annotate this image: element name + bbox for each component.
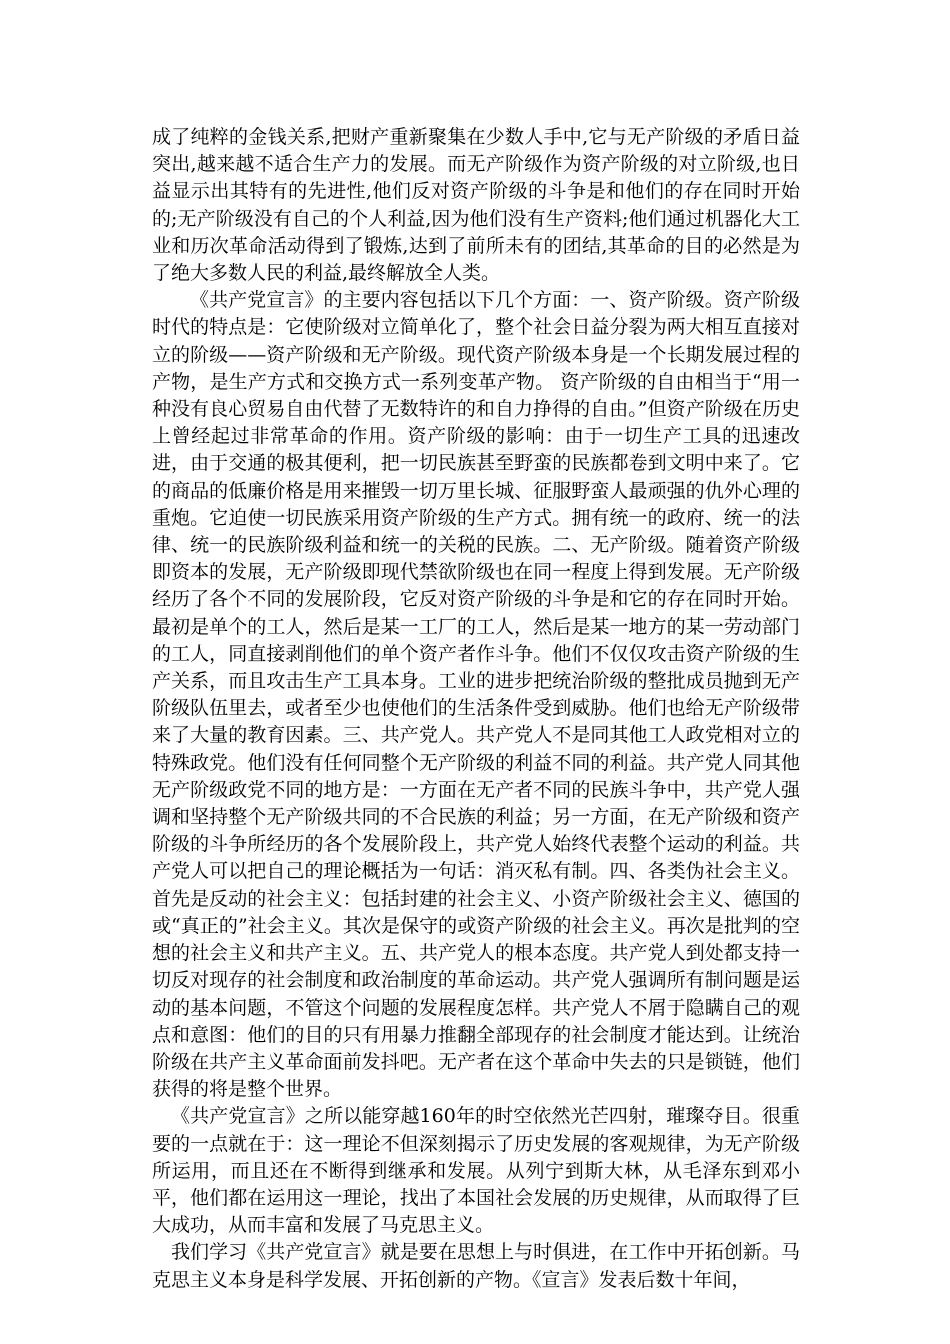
- paragraph-manifesto-significance: 《共产党宣言》之所以能穿越160年的时空依然光芒四射，璀璨夺目。很重要的一点就在于：这一理论不但深刻揭示了历史发展的客观规律，为无产阶级所运用，而且还在不断得到继承和发展。从列宁到斯大林，从毛泽东到邓小平，他们都在运用这一理论，找出了本国社会发展的历史规律，从而取得了巨大成功，从而丰富和发展了马克思主义。: [152, 1105, 800, 1237]
- document-page: [152, 124, 800, 1294]
- paragraph-bourgeoisie-contradiction: 成了纯粹的金钱关系,把财产重新聚集在少数人手中,它与无产阶级的矛盾日益突出,越来越不适合生产力的发展。而无产阶级作为资产阶级的对立阶级,也日益显示出其特有的先进性,他们反对资产阶级的斗争是和他们的存在同时开始的;无产阶级没有自己的个人利益,因为他们没有生产资料;他们通过机器化大工业和历次革命活动得到了锻炼,达到了前所未有的团结,其革命的目的必然是为了绝大多数人民的利益,最终解放全人类。: [152, 126, 800, 285]
- paragraph-learning-manifesto: 我们学习《共产党宣言》就是要在思想上与时俱进，在工作中开拓创新。马克思主义本身是科学发展、开拓创新的产物。《宣言》发表后数十年间，: [152, 1241, 800, 1291]
- paragraph-manifesto-contents: 《共产党宣言》的主要内容包括以下几个方面：一、资产阶级。资产阶级时代的特点是：它使阶级对立简单化了，整个社会日益分裂为两大相互直接对立的阶级——资产阶级和无产阶级。现代资产阶级本身是一个长期发展过程的产物，是生产方式和交换方式一系列变革产物。 资产阶级的自由相当于“用一种没有良心贸易自由代替了无数特许的和自力挣得的自由。”但资产阶级在历史上曾经起过非常革命的作用。资产阶级的影响：由于一切生产工具的迅速改进，由于交通的极其便利，把一切民族甚至野蛮的民族都卷到文明中来了。它的商品的低廉价格是用来摧毁一切万里长城、征服野蛮人最顽强的仇外心理的重炮。它迫使一切民族采用资产阶级的生产方式。拥有统一的政府、统一的法律、统一的民族阶级利益和统一的关税的民族。二、无产阶级。随着资产阶级即资本的发展，无产阶级即现代禁欲阶级也在同一程度上得到发展。无产阶级经历了各个不同的发展阶段，它反对资产阶级的斗争是和它的存在同时开始。最初是单个的工人，然后是某一工厂的工人，然后是某一地方的某一劳动部门的工人，同直接剥削他们的单个资产者作斗争。他们不仅仅攻击资产阶级的生产关系，而且攻击生产工具本身。工业的进步把统治阶级的整批成员抛到无产阶级队伍里去，或者至少也使他们的生活条件受到威胁。他们也给无产阶级带来了大量的教育因素。三、共产党人。共产党人不是同其他工人政党相对立的特殊政党。他们没有任何同整个无产阶级的利益不同的利益。共产党人同其他无产阶级政党不同的地方是：一方面在无产者不同的民族斗争中，共产党人强调和坚持整个无产阶级共同的不合民族的利益；另一方面，在无产阶级和资产阶级的斗争所经历的各个发展阶段上，共产党人始终代表整个运动的利益。共产党人可以把自己的理论概括为一句话：消灭私有制。四、各类伪社会主义。首先是反动的社会主义：包括封建的社会主义、小资产阶级社会主义、德国的或“真正的”社会主义。其次是保守的或资产阶级的社会主义。再次是批判的空想的社会主义和共产主义。五、共产党人的根本态度。共产党人到处都支持一切反对现存的社会制度和政治制度的革命运动。共产党人强调所有制问题是运动的基本问题，不管这个问题的发展程度怎样。共产党人不屑于隐瞒自己的观点和意图：他们的目的只有用暴力推翻全部现存的社会制度才能达到。让统治阶级在共产主义革命面前发抖吧。无产者在这个革命中失去的只是锁链，他们获得的将是整个世界。: [152, 289, 800, 1101]
